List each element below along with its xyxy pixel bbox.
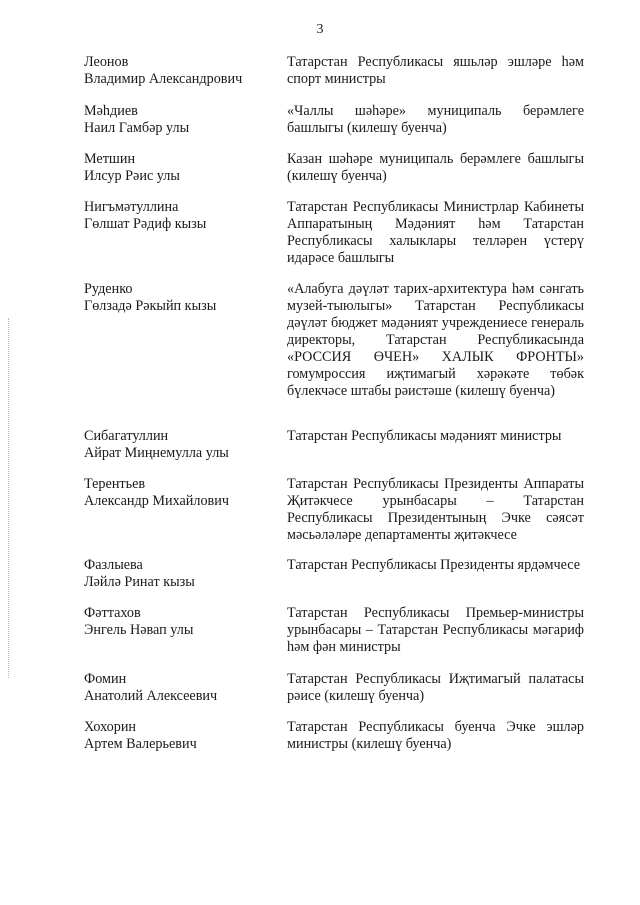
person-surname: Метшин: [84, 151, 136, 167]
person-name: [84, 54, 274, 88]
person-name: [84, 557, 274, 591]
person-position: Татарстан Республикасы Президенты Аппараты Җитәкчесе урынбасары – Татарстан Республикасы Президентының Эчке сәясәт мәсьәләләре департаменты җитәкчесе: [287, 476, 584, 543]
person-given-name: Артем Валерьевич: [84, 736, 197, 752]
person-given-name: Наил Гамбәр улы: [84, 120, 190, 136]
person-surname: Нигъмәтуллина: [84, 199, 179, 215]
person-position: Татарстан Республикасы буенча Эчке эшләр министры (килешү буенча): [287, 719, 584, 752]
person-given-name: Энгель Нәвап улы: [84, 622, 194, 638]
person-given-name: Айрат Миңнемулла улы: [84, 445, 229, 461]
person-name: [84, 671, 274, 705]
person-surname: Мәһдиев: [84, 103, 138, 119]
person-surname: Фазлыева: [84, 557, 143, 573]
person-position: Татарстан Республикасы Министрлар Кабинеты Аппаратының Мәдәният һәм Татарстан Республикасы халыклары телләрен үстерү идарәсе башлыгы: [287, 199, 584, 266]
person-given-name: Александр Михайлович: [84, 493, 229, 509]
person-surname: Сибагатуллин: [84, 428, 169, 444]
person-given-name: Анатолий Алексеевич: [84, 688, 218, 704]
person-position: «Чаллы шәһәре» муниципаль берәмлеге башлыгы (килешү буенча): [287, 103, 584, 136]
person-given-name: Владимир Александрович: [84, 71, 243, 87]
person-name: [84, 428, 274, 462]
person-position: Татарстан Республикасы мәдәният министры: [287, 428, 562, 444]
person-given-name: Гөлшат Рәдиф кызы: [84, 216, 207, 232]
person-position: Татарстан Республикасы Иҗтимагый палатасы рәисе (килешү буенча): [287, 671, 584, 704]
person-surname: Фомин: [84, 671, 127, 687]
person-surname: Фәттахов: [84, 605, 141, 621]
person-position: «Алабуга дәүләт тарих-архитектура һәм сәнгать музей-тыюлыгы» Татарстан Республикасы дәүләт бюджет мәдәният учреждениесе генераль директоры, Татарстан Республикасында «РОССИЯ ӨЧЕН» ХАЛЫК ФРОНТЫ» гомумроссия иҗтимагый хәрәкәте төбәк бүлекчәсе штабы рәистәше (килешү буенча): [287, 281, 584, 399]
person-position: Татарстан Республикасы Президенты ярдәмчесе: [287, 557, 581, 573]
person-position: Татарстан Республикасы Премьер-министры урынбасары – Татарстан Республикасы мәгариф һәм фән министры: [287, 605, 584, 655]
margin-marks: [8, 318, 10, 678]
person-given-name: Ләйлә Ринат кызы: [84, 574, 195, 590]
person-name: [84, 476, 274, 510]
person-position: Татарстан Республикасы яшьләр эшләре һәм спорт министры: [287, 54, 584, 87]
person-surname: Хохорин: [84, 719, 137, 735]
person-name: [84, 151, 274, 185]
person-name: [84, 199, 274, 233]
person-surname: Леонов: [84, 54, 129, 70]
person-name: [84, 103, 274, 137]
person-name: [84, 605, 274, 639]
person-name: [84, 281, 274, 315]
person-surname: Терентьев: [84, 476, 146, 492]
person-surname: Руденко: [84, 281, 133, 297]
page-number: 3: [316, 22, 324, 37]
person-given-name: Гөлзадә Рәкыйп кызы: [84, 298, 217, 314]
person-name: [84, 719, 274, 753]
person-given-name: Илсур Рәис улы: [84, 168, 180, 184]
person-position: Казан шәһәре муниципаль берәмлеге башлыгы (килешү буенча): [287, 151, 584, 184]
